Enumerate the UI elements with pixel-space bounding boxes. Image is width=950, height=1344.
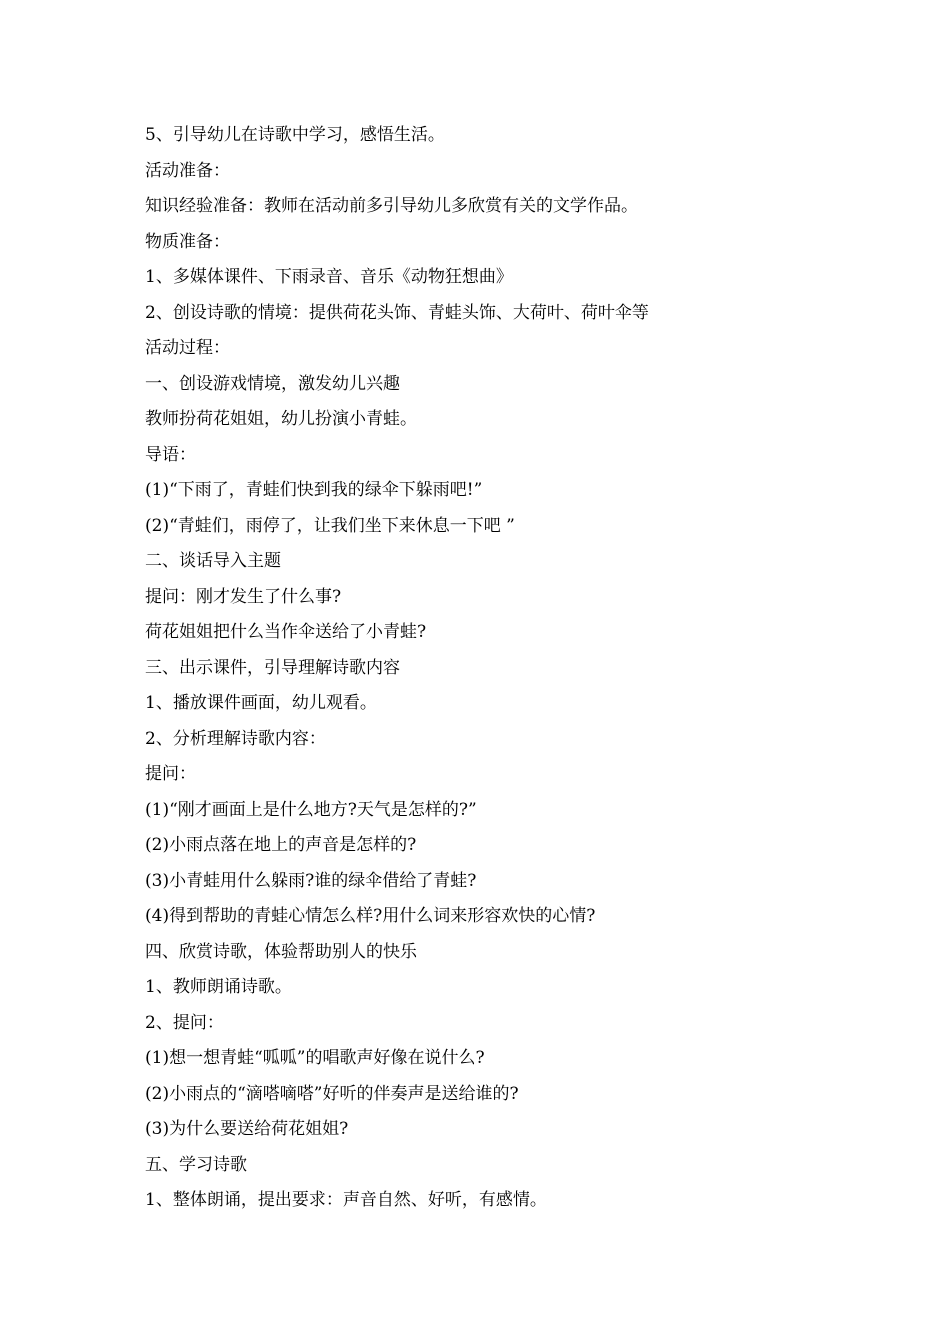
text-line: (3)小青蛙用什么躲雨?谁的绿伞借给了青蛙? — [145, 870, 477, 891]
text-line: 知识经验准备：教师在活动前多引导幼儿多欣赏有关的文学作品。 — [145, 196, 638, 216]
text-line: 2、分析理解诗歌内容： — [145, 728, 326, 749]
text-line: 提问： — [145, 764, 196, 784]
text-line: 荷花姐姐把什么当作伞送给了小青蛙? — [145, 622, 427, 642]
section-heading: 一、创设游戏情境，激发幼儿兴趣 — [145, 373, 400, 394]
section-heading: 活动准备： — [145, 160, 230, 181]
section-heading: 物质准备： — [145, 231, 230, 252]
text-line: 2、创设诗歌的情境：提供荷花头饰、青蛙头饰、大荷叶、荷叶伞等 — [145, 302, 649, 323]
text-line: 1、教师朗诵诗歌。 — [145, 977, 292, 997]
text-line: 5、引导幼儿在诗歌中学习，感悟生活。 — [145, 125, 445, 145]
text-line: (1)想一想青蛙“呱呱”的唱歌声好像在说什么? — [145, 1048, 485, 1068]
text-line: 提问：刚才发生了什么事? — [145, 586, 342, 607]
document-body — [145, 118, 845, 1219]
section-heading: 五、学习诗歌 — [145, 1154, 247, 1175]
section-heading: 二、谈话导入主题 — [145, 551, 281, 571]
text-line: 1、整体朗诵，提出要求：声音自然、好听，有感情。 — [145, 1190, 547, 1210]
text-line: (1)“刚才画面上是什么地方?天气是怎样的?” — [145, 799, 477, 820]
section-heading: 四、欣赏诗歌，体验帮助别人的快乐 — [145, 941, 417, 962]
section-heading: 活动过程： — [145, 338, 230, 358]
text-line: (1)“下雨了，青蛙们快到我的绿伞下躲雨吧!” — [145, 480, 483, 500]
text-line: (4)得到帮助的青蛙心情怎么样?用什么词来形容欢快的心情? — [145, 906, 596, 926]
text-line: (2)“青蛙们，雨停了，让我们坐下来休息一下吧 ” — [145, 515, 515, 536]
text-line: 导语： — [145, 444, 196, 465]
text-line: 2、提问： — [145, 1012, 224, 1033]
text-line: 教师扮荷花姐姐，幼儿扮演小青蛙。 — [145, 409, 417, 429]
section-heading: 三、出示课件，引导理解诗歌内容 — [145, 657, 400, 678]
text-line: (3)为什么要送给荷花姐姐? — [145, 1119, 349, 1139]
text-line: (2)小雨点落在地上的声音是怎样的? — [145, 835, 417, 855]
text-line: 1、多媒体课件、下雨录音、音乐《动物狂想曲》 — [145, 267, 513, 287]
text-line: (2)小雨点的“滴嗒嘀嗒”好听的伴奏声是送给谁的? — [145, 1083, 519, 1104]
text-line: 1、播放课件画面，幼儿观看。 — [145, 693, 377, 713]
